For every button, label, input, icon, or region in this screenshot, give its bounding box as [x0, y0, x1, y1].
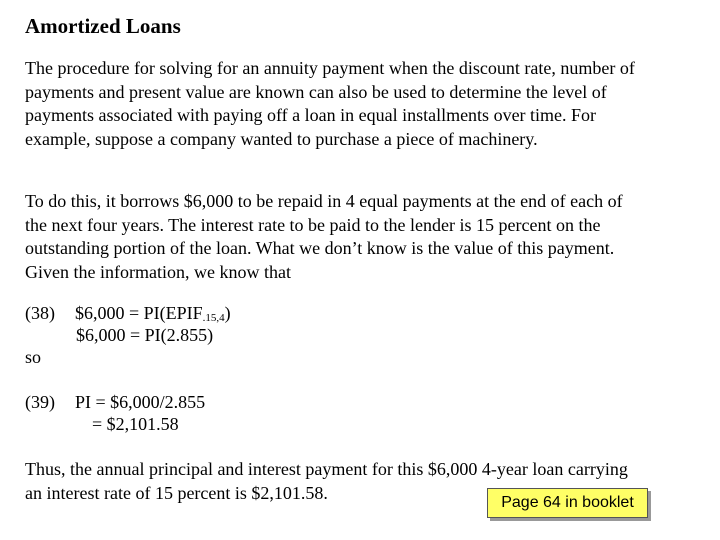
equation-38-close-paren: ) — [224, 303, 231, 323]
example-paragraph: To do this, it borrows $6,000 to be repaid in 4 equal payments at the end of each of the next four years. The interest rate to be paid to the lender is 15 percent on the outstanding portion of the loan. What we don’t know is the value of this payment. Given the information, we know that — [25, 191, 623, 282]
equation-39-line-1 — [25, 391, 205, 413]
equation-38-number: (38) — [25, 303, 55, 323]
equation-38-line-2: $6,000 = PI(2.855) — [76, 325, 214, 345]
so-connector: so — [25, 347, 42, 367]
page-reference-badge: Page 64 in booklet — [487, 488, 648, 518]
equation-39-number: (39) — [25, 392, 55, 412]
page-title: Amortized Loans — [25, 14, 181, 38]
equation-38-expression: $6,000 = PI(EPIF — [75, 303, 203, 323]
intro-paragraph: The procedure for solving for an annuity payment when the discount rate, number of payments and present value are known can also be used to determine the level of payments associated with paying off a loan in equal installments over time. For example, suppose a company wanted to purchase a piece of machinery. — [25, 58, 635, 149]
equation-38-subscript: .15,4 — [202, 312, 225, 324]
equation-39-line-2: = $2,101.58 — [92, 414, 179, 434]
equation-39-expression: PI = $6,000/2.855 — [75, 392, 206, 412]
conclusion-paragraph: Thus, the annual principal and interest payment for this $6,000 4-year loan carrying an interest rate of 15 percent is $2,101.58. — [25, 459, 628, 503]
